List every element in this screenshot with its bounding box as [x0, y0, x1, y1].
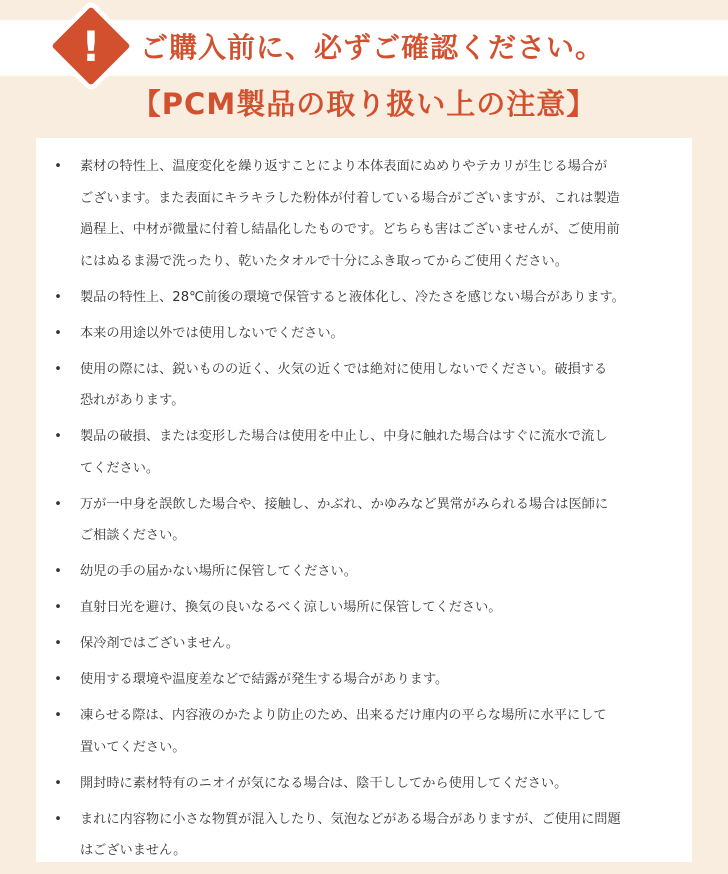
bullet-icon: • — [54, 429, 62, 444]
bullet-icon: • — [54, 672, 62, 687]
section-title: 【PCM製品の取り扱い上の注意】 — [131, 87, 597, 121]
banner-text: ご購入前に、必ずご確認ください。 — [140, 31, 605, 64]
bullet-icon: • — [54, 708, 62, 723]
note-item — [52, 318, 672, 350]
note-item — [52, 282, 672, 314]
note-text: 使用の際には、鋭いものの近く、火気の近くでは絶対に使用しないでください。破損する 恐れがあります。 — [80, 361, 608, 408]
note-text: 素材の特性上、温度変化を繰り返すことにより本体表面にぬめりやテカリが生じる場合が ございます。また表面にキラキラした粉体が付着している場合がございますが、これは製造 過程上、中材が微量に付着し結晶化したものです。どちらも害はございませんが、ご使用前 にはぬるま湯で洗ったり、乾いたタオルで十分にふき取ってからご使用ください。 — [80, 159, 620, 269]
note-text: まれに内容物に小さな物質が混入したり、気泡などがある場合がありますが、ご使用に問題 はございません。 — [80, 811, 621, 858]
notes-list — [52, 151, 672, 867]
note-item — [52, 592, 672, 624]
bullet-icon: • — [54, 289, 62, 305]
bullet-icon: • — [54, 325, 62, 341]
bullet-icon: • — [54, 564, 62, 579]
bullet-icon: • — [54, 775, 62, 791]
note-text: 製品の破損、または変形した場合は使用を中止し、中身に触れた場合はすぐに流水で流し てください。 — [80, 429, 608, 476]
notes-panel — [36, 138, 692, 862]
note-item — [52, 768, 672, 800]
bullet-icon: • — [54, 496, 62, 512]
warning-icon: ! — [81, 22, 101, 71]
bullet-icon: • — [54, 811, 62, 827]
note-text: 使用する環境や温度差などで結露が発生する場合があります。 — [80, 672, 449, 687]
note-item — [52, 489, 672, 552]
bullet-icon: • — [54, 600, 62, 615]
note-text: 保冷剤ではございません。 — [80, 636, 240, 651]
note-text: 凍らせる際は、内容液のかたより防止のため、出来るだけ庫内の平らな場所に水平にして 置いてください。 — [80, 708, 607, 755]
note-item — [52, 354, 672, 417]
note-item — [52, 700, 672, 763]
note-item — [52, 421, 672, 484]
bullet-icon: • — [54, 636, 62, 651]
note-text: 本来の用途以外では使用しないでください。 — [80, 325, 344, 341]
note-text: 幼児の手の届かない場所に保管してください。 — [80, 564, 357, 579]
note-item — [52, 628, 672, 660]
note-item — [52, 804, 672, 867]
note-text: 万が一中身を誤飲した場合や、接触し、かぶれ、かゆみなど異常がみられる場合は医師に ご相談ください。 — [80, 496, 609, 543]
note-text: 製品の特性上、28℃前後の環境で保管すると液体化し、冷たさを感じない場合があります。 — [80, 289, 625, 305]
note-item — [52, 664, 672, 696]
bullet-icon: • — [54, 159, 62, 174]
bullet-icon: • — [54, 361, 62, 377]
note-text: 開封時に素材特有のニオイが気になる場合は、陰干ししてから使用してください。 — [80, 775, 568, 791]
note-text: 直射日光を避け、換気の良いなるべく涼しい場所に保管してください。 — [80, 600, 502, 615]
note-item — [52, 151, 672, 277]
note-item — [52, 556, 672, 588]
